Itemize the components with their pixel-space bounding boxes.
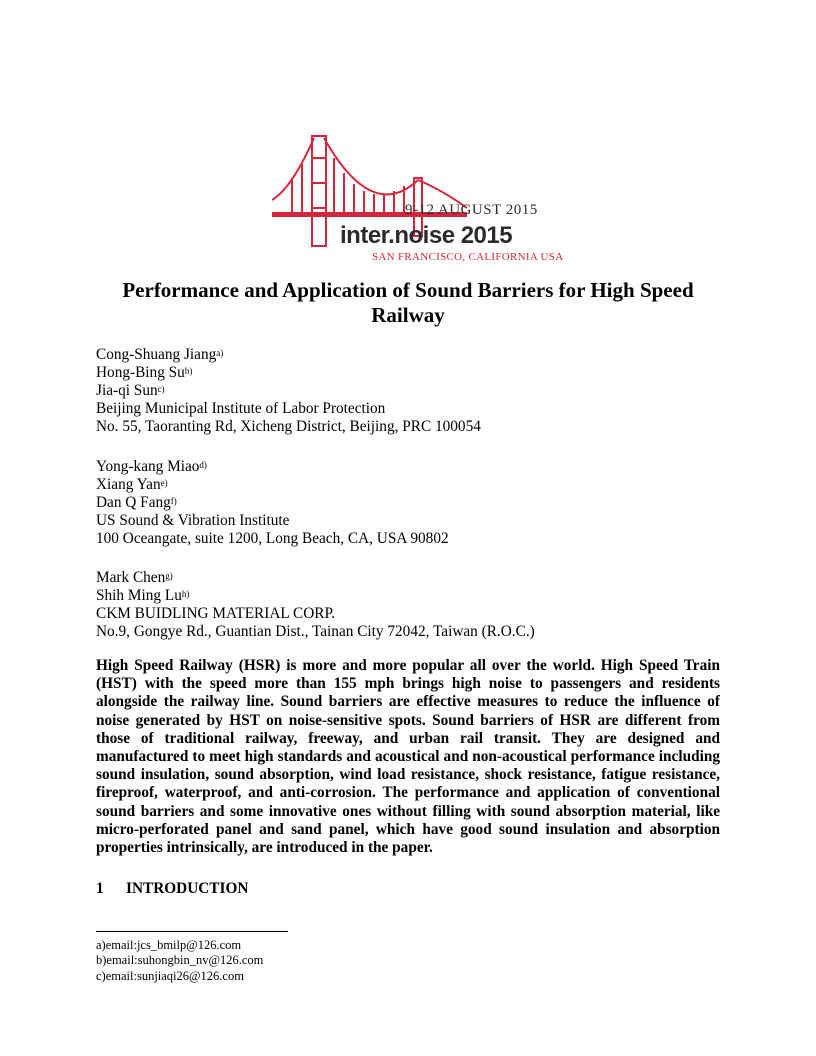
logo-location: SAN FRANCISCO, CALIFORNIA USA (372, 251, 564, 263)
author-group-3 (96, 569, 720, 641)
paper-title: Performance and Application of Sound Barriers for High Speed Railway (122, 278, 694, 327)
address: No.9, Gongye Rd., Guantian Dist., Tainan City 72042, Taiwan (R.O.C.) (96, 623, 535, 640)
author-name: Jia-qi Sun$^{c)}$ (96, 382, 165, 399)
footnote: b)email:suhongbin_nv@126.com (96, 953, 264, 968)
footnote-divider (96, 931, 288, 932)
author-name: Xiang Yan$^{e)}$ (96, 476, 168, 493)
section-title: INTRODUCTION (126, 880, 249, 897)
affiliation: US Sound & Vibration Institute (96, 512, 290, 529)
footnote: a)email:jcs_bmilp@126.com (96, 938, 242, 952)
affiliation: Beijing Municipal Institute of Labor Protection (96, 400, 386, 417)
author-name: Mark Chen$^{g)}$ (96, 569, 173, 586)
footnote: c)email:sunjiaqi26@126.com (96, 968, 244, 983)
author-group-1 (96, 346, 720, 436)
address: No. 55, Taoranting Rd, Xicheng District, Beijing, PRC 100054 (96, 418, 481, 435)
author-name: Shih Ming Lu$^{h)}$ (96, 587, 190, 604)
section-number: 1 (96, 880, 104, 897)
author-name: Dan Q Fang$^{f)}$ (96, 494, 177, 511)
address: 100 Oceangate, suite 1200, Long Beach, CA, USA 90802 (96, 530, 449, 547)
author-group-2 (96, 458, 720, 548)
footnotes (96, 938, 263, 984)
author-name: Yong-kang Miao$^{d)}$ (96, 458, 207, 475)
author-name: Hong-Bing Su$^{b)}$ (96, 364, 193, 381)
affiliation: CKM BUIDLING MATERIAL CORP. (96, 605, 336, 622)
logo-date: 9-12 AUGUST 2015 (405, 202, 538, 218)
section-heading (96, 880, 248, 898)
author-name: Cong-Shuang Jiang$^{a)}$ (96, 346, 224, 363)
logo-brand: inter.noise 2015 (340, 222, 513, 249)
abstract: High Speed Railway (HSR) is more and more popular all over the world. High Speed Train (HST) with the speed more than 155 mph brings high noise to passengers and residents alongside the railway line. Sound barriers are effective measures to reduce the influence of noise generated by HST on noise-sensitive spots. Sound barriers of HSR are different from those of traditional railway, freeway, and urban rail transit. They are designed and manufactured to meet high standards and acoustical and non-acoustical performance including sound insulation, sound absorption, wind load resistance, shock resistance, fatigue resistance, fireproof, waterproof, and anti-corrosion. The performance and application of conventional sound barriers and some innovative ones without filling with sound absorption material, like micro-perforated panel and sand panel, which have good sound insulation and absorption properties intrinsically, are introduced in the paper. (96, 657, 720, 857)
